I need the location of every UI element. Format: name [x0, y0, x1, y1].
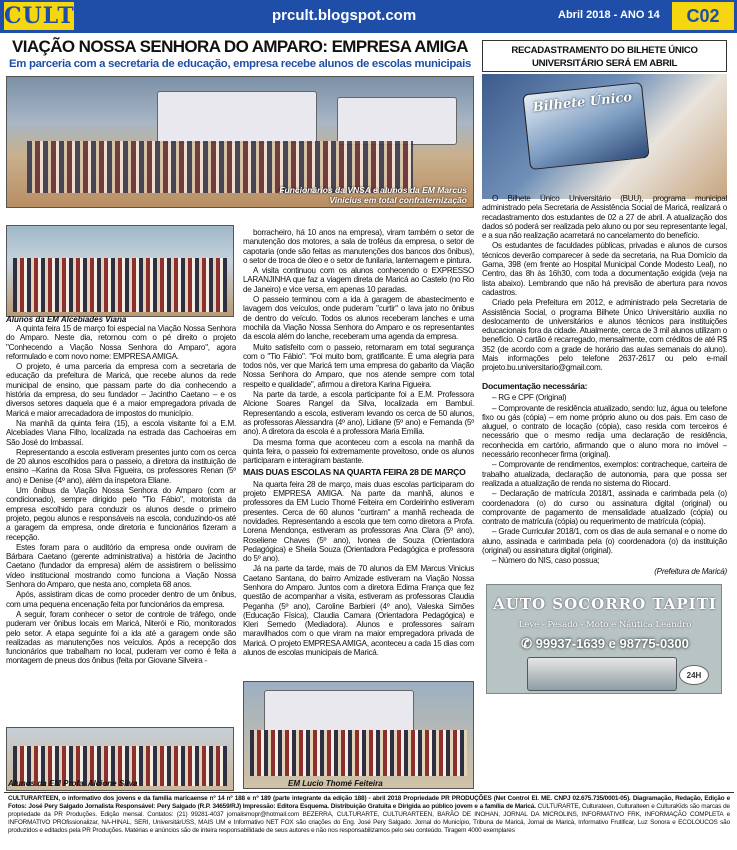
photo-caption-bottom-right: EM Lucio Thomé Feiteira [288, 779, 383, 788]
paragraph: Já na parte da tarde, mais de 70 alunos da EM Marcus Vinicius Caetano Santana, do bairro Amizade estiveram na Viação Nossa Senhora do Amparo. Juntos com a diretora Edima França que fez questão de acompanhar a visita, estiveram as professoras Claudia Peganha (5º ano), Caroline Barbieri (4º ano), Valeska Simões (Educação Física), Claudia Camara (Orientadora Pedagógica) e Kleri Semedo (Mediadora). Alunos e professores saíram maravilhados com o que viram na maior empregadora privada de Maricá. O projeto EMPRESA AMIGA, aconteceu a cada 15 dias com alunos de escolas municipais de Maricá. [243, 564, 474, 658]
masthead-bar [0, 0, 737, 33]
ad-name: Leandro [655, 620, 692, 630]
article-headline: VIAÇÃO NOSSA SENHORA DO AMPARO: EMPRESA AMIGA [12, 37, 468, 56]
cult-logo[interactable]: CULT [4, 3, 75, 29]
tow-truck-illustration [527, 657, 677, 691]
doc-item: – Grade Curricular 2018/1, com os dias de aula semanal e o nome do aluno, assinada e carimbada pela (o) coordenadora (o) da instituição (original) ou assinatura digital (original). [482, 527, 727, 556]
paragraph: Após, assistiram dicas de como proceder dentro de um ônibus, com uma pequena encenação feita por funcionários da empresa. [6, 590, 236, 609]
photo-lucio-thome [243, 681, 474, 789]
photo-caption-top: Funcionários da VNSA e alunos da EM Marcus Vinicius em total confraternização [279, 185, 467, 205]
bus-illustration [337, 97, 457, 145]
photo-caption-left: Alunos da EM Alcebíades Viana [6, 315, 127, 324]
paragraph: A quinta feira 15 de março foi especial na Viação Nossa Senhora do Amparo. Neste dia, retornou com o pé direito o projeto "Conhecendo a Viação Nossa Senhora do Amparo", agora reformulado e com novo nome: EMPRESA AMIGA. [6, 324, 236, 361]
paragraph: Os estudantes de faculdades públicas, privadas e alunos de cursos técnicos deverão comparecer à sede da secretaria, na Rua Domício da Gama, 398 (em frente ao Hospital Municipal Conde Modesto Leal), no Centro, das 8h às 16h30, com toda a documentação exigida (veja na lista abaixo). Lembrando que não há previsão de abertura para novos cadastros. [482, 241, 727, 297]
site-url-link[interactable]: prcult.blogspot.com [272, 7, 417, 24]
ad-phones [499, 633, 711, 655]
ad-services: Leve - Pesado - Moto e Náutica [518, 620, 653, 630]
signature: (Prefeitura de Maricá) [654, 566, 727, 576]
colophon [4, 792, 734, 848]
paragraph: O projeto, é uma parceria da empresa com a secretaria de educação da prefeitura de Maricá, que recebe alunos da rede municipal de ensino, que passam parte do dia conhecendo a história da empresa, do seu fundador – Jacintho Caetano – e os diversos setores daquela que é a maior empregadora privada de Maricá e maior arrecadadora de impostos do município. [6, 362, 236, 418]
paragraph: Da mesma forma que aconteceu com a escola na manhã da quinta feira, o passeio foi extremamente proveitoso, onde os alunos participaram e interagiram bastante. [243, 437, 474, 466]
doc-item: – Número do NIS, caso possua; [492, 556, 600, 566]
photo-caption-bottom-left: Alunos da EM Profa. Alcione Silva [8, 779, 138, 788]
paragraph: Estes foram para o auditório da empresa onde ouviram de Bárbara Caetano (gerente administrativa) a história de Jacintho Caetano (fundador da empresa) além de assistirem o belíssimo vídeo institucional mostrando como funciona a Viação Nossa Senhora do Amparo, que nesta ano, completa 68 anos. [6, 542, 236, 590]
ad-phone-numbers: 99937-1639 e 98775-0300 [535, 636, 689, 651]
issue-date: Abril 2018 - ANO 14 [558, 9, 660, 21]
sidebar-title: RECADASTRAMENTO DO BILHETE ÚNICO UNIVERSITÁRIO SERÁ EM ABRIL [482, 40, 727, 72]
doc-item: – RG e CPF (Original) [492, 393, 567, 403]
doc-item: – Comprovante de rendimentos, exemplos: contracheque, carteira de trabalho atualizada, declaração de autonomia, para que possa ser realizada a atualização de renda no sistema do Riocard. [482, 460, 727, 488]
ad-subtitle [487, 620, 722, 630]
card-logo-text: Bilhete Único [532, 90, 633, 116]
ad-title: AUTO SOCORRO TAPITI [493, 595, 717, 613]
paragraph: Na manhã da quinta feira (15), a escola visitante foi a E.M. Alcebíades Viana Filho, localizada na estrada das Cachoeiras em São José do Imbassaí. [6, 418, 236, 447]
article-column-1 [6, 324, 236, 724]
bilhete-card-illustration [522, 82, 649, 170]
section-heading: MAIS DUAS ESCOLAS NA QUARTA FEIRA 28 DE MARÇO [243, 467, 466, 478]
docs-heading: Documentação necessária: [482, 381, 588, 391]
photo-alcebiades [6, 225, 234, 317]
bus-illustration [157, 91, 317, 143]
paragraph: A seguir, foram conhecer o setor de controle de tráfego, onde puderam ver ônibus locais em Maricá, Niterói e Rio, monitorados pelo setor. A etapa seguinte foi a ida até a garagem onde são realizadas as manutenções nos veículos. Após a recepção dos funcionários que trabalham no local, puderam ver como é feita a montagem de pneus dos ônibus (feita por Giovane Silveira - [6, 609, 236, 666]
paragraph: O passeio terminou com a ida à garagem de abastecimento e lavagem dos veículos, onde puderam "curtir" o lava jato no ônibus de dentro do veículo. Todos os alunos receberam lanches e uma mochila da Viação Nossa Senhora do Amparo e os representantes da escola além do lanche, receberam uma agenda da empresa. [243, 295, 474, 342]
paragraph: Na parte da tarde, a escola participante foi a E.M. Professora Alcione Soares Rangel da Silva, localizada em Bambuí. Representando a escola, estiveram levando os cerca de 50 alunos, as professoras Alessandra (4º ano), Lidiane (5º ano) e Fernanda (5º ano). A diretora da escola é a professora Maria Emília. [243, 390, 474, 437]
24h-badge: 24H [679, 665, 709, 685]
article-subhead: Em parceria com a secretaria de educação, empresa recebe alunos de escolas municipais [8, 58, 471, 70]
paragraph: Um ônibus da Viação Nossa Senhora do Amparo (com ar condicionado), sempre dirigido pelo "Tio Fábio", motorista da empresa escolhido para conduzir os alunos desde o primeiro projeto, pegou alunos e responsáveis na escola, conduzindo-os até a garagem da empresa, onde diretoria e funcionários fizeram a recepção. [6, 486, 236, 542]
photo-group-buses [6, 76, 474, 208]
paragraph: Representando a escola estiveram presentes junto com os cerca de 20 alunos escolhidos para o passeio, a diretora da instituição de ensino –Karina da Rosa Silva Figueira, os professores Renan (5º ano) e Denise (4º ano), além da inspetora Eliane. [6, 447, 236, 485]
paragraph: Muito satisfeito com o passeio, retornaram em total segurança com o "Tio Fábio". "Foi muito bom, gratificante. É uma alegria para todos nós, ver que Maricá tem uma empresa do gabarito da Viação Nossa Senhora do Amparo, que nos atende sempre com total respeito e qualidade", afirmou a diretora Karina Figueira. [243, 342, 474, 389]
paragraph: Criado pela Prefeitura em 2012, e administrado pela Secretaria de Assistência Social, o programa Bilhete Único Universitário auxilia no deslocamento de universitários e alunos técnicos para instituições educacionais fora da cidade. Atualmente, cerca de 3 mil alunos utilizam o benefício. O cartão é recarregado, mensalmente, com créditos de até R$ 352 (de acordo com a grade de horário das aulas semanais do aluno). Mais informações pelo telefone 2637-2617 ou pelo e-mail projeto.bu.universitario@gmail.com. [482, 298, 727, 373]
paragraph: Na quarta feira 28 de março, mais duas escolas participaram do projeto EMPRESA AMIGA. Na parte da manhã, alunos e professores da EM Lucio Thomé Feiteira em Cordeirinho estiveram presentes. Cerca de 60 alunos "curtiram" a manhã recheada de novidades. Representando a escola que tem como diretora a Profa. Lorena Mendonça, estiveram as professoras Ana Clara (5º ano), Roseliene Chaves (5º ano), Ivonea de Souza (Orientadora Pedagógica) e Sheila Souza (Orientadora Pedagógica e professora do 5º ano). [243, 479, 474, 564]
photo-bilhete-card [482, 74, 727, 199]
kids-illustration [13, 258, 227, 312]
whatsapp-icon: ✆ [521, 636, 536, 651]
kids-illustration [250, 730, 467, 776]
doc-item: – Declaração de matrícula 2018/1, assinada e carimbada pela (o) coordenadora (o) do curso ou assinatura digital (original) ou comprovante de pagamento de mensalidade atualizado (cópia) ou contrato de matrícula (cópia) ou requerimento de matrícula (cópia). [482, 489, 727, 527]
paragraph: O Bilhete Único Universitário (BUU), programa municipal administrado pela Secretaria de Assistência Social de Maricá, realizará o recadastramento dos estudantes de 02 a 27 de abril. A atualização dos dados só poderá ser realizada pelo aluno ou por seu representante legal, e a sua não realização acarretará no cancelamento do benefício. [482, 194, 727, 241]
ad-auto-socorro[interactable] [486, 584, 722, 694]
bus-illustration [264, 690, 414, 734]
paragraph: borracheiro, há 10 anos na empresa), viram também o setor de manutenção dos motores, a sala de troféus da empresa, o setor de capotaria (onde são feitas as manutenções dos bancos dos ônibus), o setor de troca de óleo e o setor de funilaria, lanternagem e pintura. [243, 228, 474, 265]
doc-item: – Comprovante de residência atualizado, sendo: luz, água ou telefone fixo ou gás (cópia) – em nome próprio aluno ou dos pais. Em caso de aluguel, o contrato de locação (cópia), caso resida com terceiros é necessário que o mesmo redija uma declaração de residência, reconhecida em cartório, afirmando que o aluno mora no imóvel – necessário reconhecer firma (original). [482, 403, 727, 460]
footer-line-1: CULTURARTEEN, o informativo dos jovens e da família maricaense nº 14 nº 188 e nº 189 (parte integrante da edição 188) - abril 2018 Propriedade PR PRODUÇÕES (Net Control EI. ME. CNPJ 02.675.735/0001-05). [8, 795, 631, 802]
footer-line-2: Diagramação, Redação, Edição e Fotos: José Pery Salgado Jornalista Responsável: Pery Salgado (R.P. 34659/RJ) Impressão: Editora Esquema. Distribuição Gratuita e Dirigida ao público jovem e a família de Maricá. [8, 795, 730, 810]
page-code: C02 [672, 2, 734, 30]
paragraph: A visita continuou com os alunos conhecendo o EXPRESSO LARANJINHA que faz a viagem direta de Maricá ao Castelo (no Rio de Janeiro) e vice versa, em apenas 10 paradas. [243, 266, 474, 294]
footer-line-3: CULTURARTE, Culturateen, Culturalteen e CulturaKids são marcas de propriedade da PR Produções. Edição mensal. Contatos: (21) 99281-4037 jornalismopr@hotmail.com BEZERRA, CULTURARTE, CULTURARTEEN, BARÃO DE INOHAN, JORNAL DA MICROLINS, INFORMATIVO FRK, INFORMAÇÃO COMPLETA e INFORMATIVO PROfissionalizar, NA-HINAL, SERI, UniversitárUSS, MAIS UM e Informativo NET FOX são criações do Eng. José Pery Salgado. Jornal do Município, Tribuna de Maricá, Jornal de Maricá, Informativo Frutificar, Luz Sonora e ECOLOUCOS são produzidos e editados pela PR Produções. Matérias e anúncios são de inteira responsabilidade de seus autores e não nos responsabilizamos pelo seu conteúdo. Tiragem 4000 exemplares [8, 802, 730, 834]
